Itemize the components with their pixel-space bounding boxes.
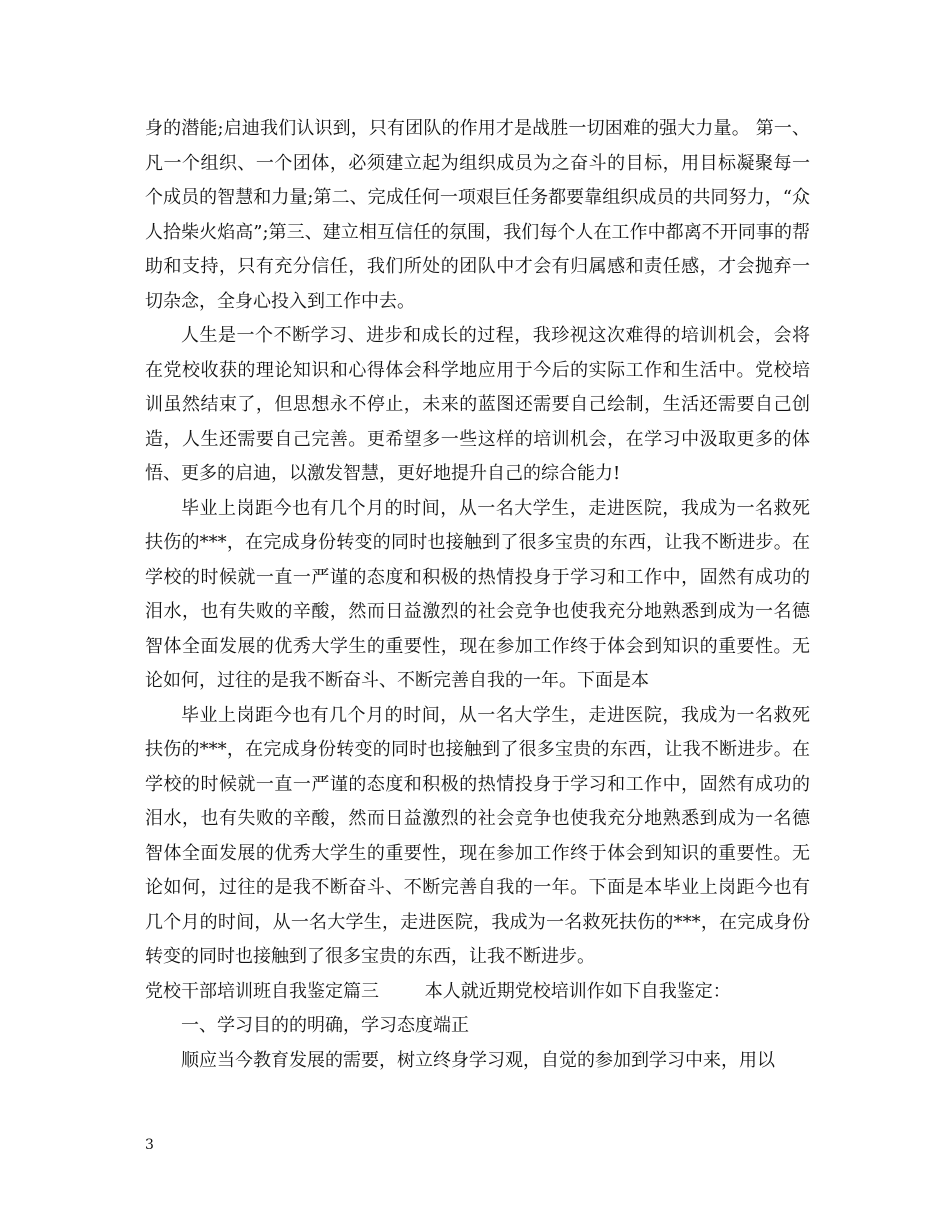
document-body [145,112,810,1078]
paragraph-2: 人生是一个不断学习、进步和成长的过程，我珍视这次难得的培训机会，会将在党校收获的理论知识和心得体会科学地应用于今后的实际工作和生活中。党校培训虽然结束了，但思想永不停止，未来的蓝图还需要自己绘制，生活还需要自己创造，人生还需要自己完善。更希望多一些这样的培训机会，在学习中汲取更多的体悟、更多的启迪，以激发智慧，更好地提升自己的综合能力! [145,325,810,484]
section-heading: 党校干部培训班自我鉴定篇三 [145,980,379,1002]
paragraph-last: 顺应当今教育发展的需要，树立终身学习观，自觉的参加到学习中来，用以 [181,1049,775,1071]
subheading: 一、学习目的的明确，学习态度端正 [181,1015,469,1036]
paragraph-3: 毕业上岗距今也有几个月的时间，从一名大学生，走进医院，我成为一名救死扶伤的***，在完成身份转变的同时也接触到了很多宝贵的东西，让我不断进步。在学校的时候就一直一严谨的态度和积极的热情投身于学习和工作中，固然有成功的泪水，也有失败的辛酸，然而日益激烈的社会竞争也使我充分地熟悉到成为一名德智体全面发展的优秀大学生的重要性，现在参加工作终于体会到知识的重要性。无论如何，过往的是我不断奋斗、不断完善自我的一年。下面是本 [145,497,810,691]
section-heading-line [145,975,810,1010]
paragraph-1: 身的潜能;启迪我们认识到，只有团队的作用才是战胜一切困难的强大力量。 第一、凡一个组织、一个团体，必须建立起为组织成员为之奋斗的目标，用目标凝聚每一个成员的智慧和力量;第二、完成任何一项艰巨任务都要靠组织成员的共同努力，“众人拾柴火焰高”;第三、建立相互信任的氛围，我们每个人在工作中都离不开同事的帮助和支持，只有充分信任，我们所处的团队中才会有归属感和责任感，才会抛弃一切杂念，全身心投入到工作中去。 [145,118,810,312]
page-number: 3 [145,1137,154,1153]
section-intro: 本人就近期党校培训作如下自我鉴定： [424,980,731,1002]
paragraph-4: 毕业上岗距今也有几个月的时间，从一名大学生，走进医院，我成为一名救死扶伤的***，在完成身份转变的同时也接触到了很多宝贵的东西，让我不断进步。在学校的时候就一直一严谨的态度和积极的热情投身于学习和工作中，固然有成功的泪水，也有失败的辛酸，然而日益激烈的社会竞争也使我充分地熟悉到成为一名德智体全面发展的优秀大学生的重要性，现在参加工作终于体会到知识的重要性。无论如何，过往的是我不断奋斗、不断完善自我的一年。下面是本毕业上岗距今也有几个月的时间，从一名大学生，走进医院，我成为一名救死扶伤的***，在完成身份转变的同时也接触到了很多宝贵的东西，让我不断进步。 [145,704,810,967]
